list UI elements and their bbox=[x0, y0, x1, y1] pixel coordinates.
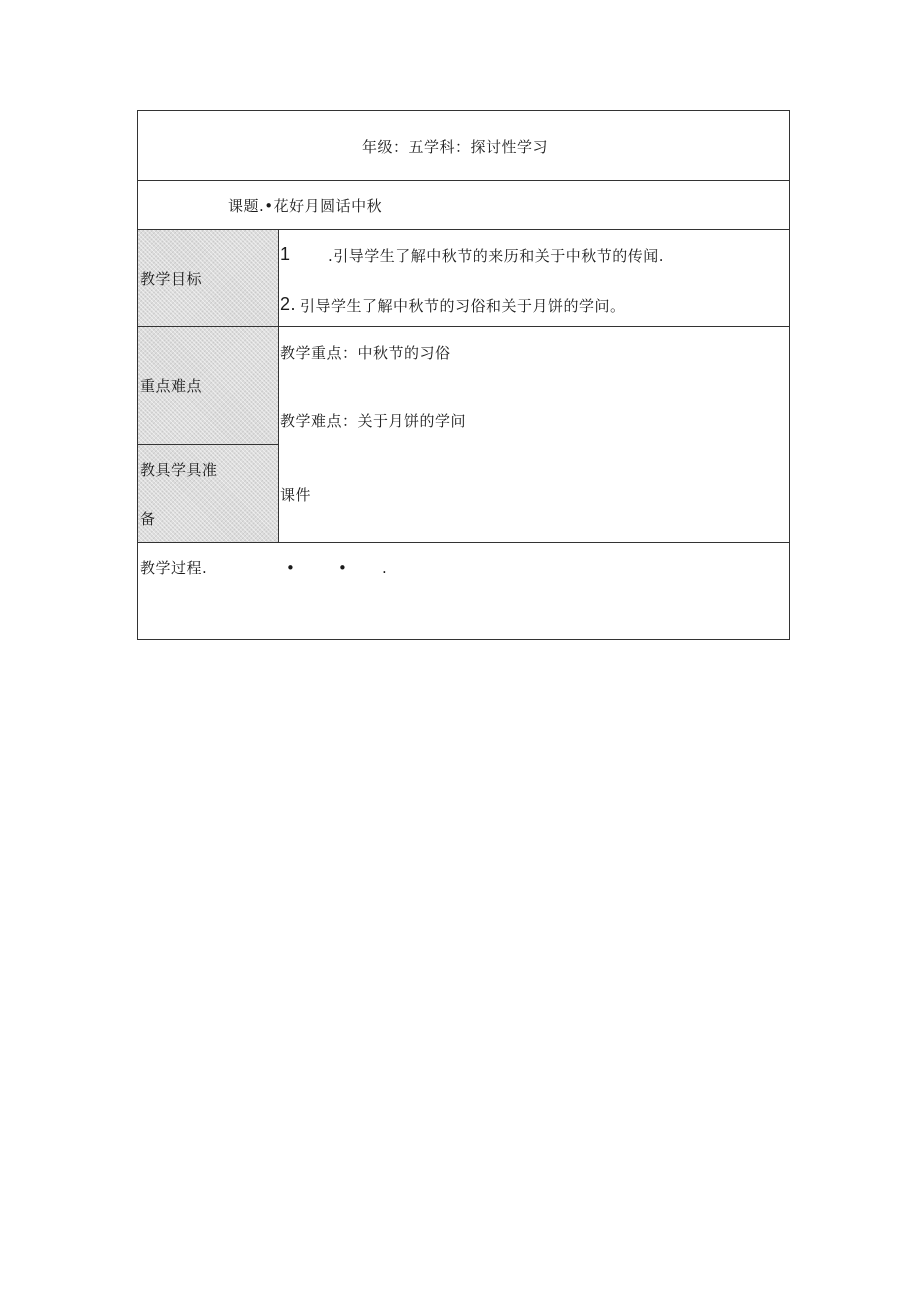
process-dot: . bbox=[382, 559, 388, 577]
objectives-label: 教学目标 bbox=[140, 270, 203, 288]
materials-label-line1: 教具学具准 bbox=[140, 461, 218, 479]
materials-value: 课件 bbox=[280, 486, 312, 504]
teaching-difficulty: 教学难点：关于月饼的学问 bbox=[280, 412, 467, 430]
objective-1-number: 1 bbox=[280, 244, 291, 264]
process-dot: • bbox=[286, 559, 296, 577]
lesson-plan-table bbox=[137, 110, 790, 640]
key-points-label: 重点难点 bbox=[140, 377, 203, 395]
teaching-focus: 教学重点：中秋节的习俗 bbox=[280, 344, 451, 362]
materials-label-line2: 备 bbox=[140, 510, 156, 528]
objective-1-text: .引导学生了解中秋节的来历和关于中秋节的传闻. bbox=[328, 247, 665, 265]
objective-2-number: 2. bbox=[280, 294, 297, 314]
row-divider bbox=[138, 542, 789, 543]
teaching-process-label: 教学过程. bbox=[140, 559, 208, 577]
column-divider bbox=[278, 230, 279, 542]
objective-2-text: 引导学生了解中秋节的习俗和关于月饼的学问。 bbox=[300, 297, 626, 315]
grade-subject-header: 年级：五学科：探讨性学习 bbox=[362, 138, 549, 156]
process-dot: • bbox=[338, 559, 348, 577]
lesson-topic: 课题.•花好月圆话中秋 bbox=[228, 197, 383, 215]
row-divider bbox=[138, 180, 789, 181]
